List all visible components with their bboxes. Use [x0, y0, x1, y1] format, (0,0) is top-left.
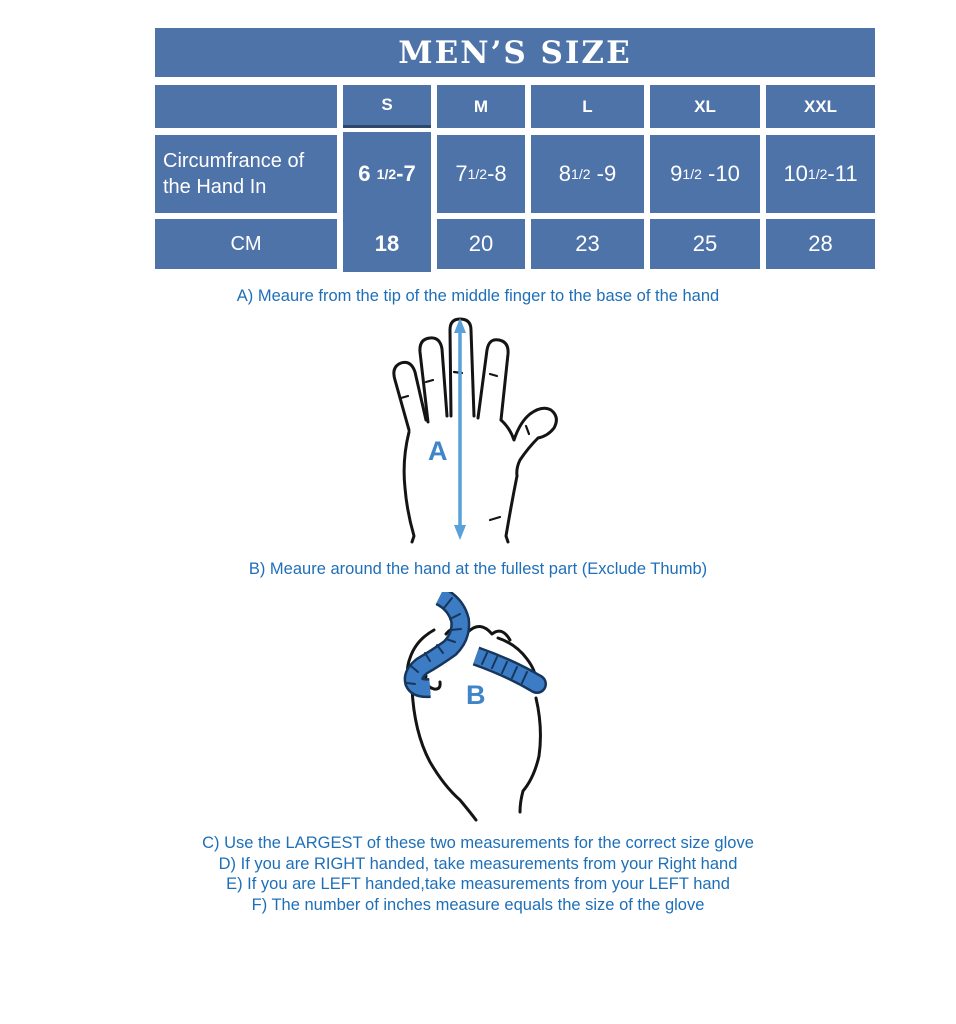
- inch-value-s: [343, 132, 431, 216]
- size-header-xl: XL: [650, 85, 760, 128]
- circumference-row: [155, 135, 875, 213]
- mens-size-table: [155, 28, 875, 269]
- cm-row: [155, 219, 875, 269]
- inch-value-s-post: -7: [396, 161, 416, 186]
- instruction-a: A) Meaure from the tip of the middle finger to the base of the hand: [236, 287, 720, 305]
- cm-value-l: 23: [531, 219, 644, 269]
- inch-value-m-pre: 7: [455, 161, 468, 186]
- inch-value-xl-frac: 1/2: [682, 166, 702, 182]
- row-label-cm: CM: [155, 219, 337, 269]
- palm-left-edge: [404, 432, 414, 542]
- wrist-crease: [490, 517, 500, 520]
- diagram-label-b: B: [466, 680, 486, 710]
- thumb: [501, 408, 556, 476]
- inch-value-l-pre: 8: [558, 161, 572, 186]
- size-header-s: S: [343, 85, 431, 128]
- inch-value-xl-post: -10: [701, 161, 740, 186]
- size-header-m: M: [437, 85, 525, 128]
- instruction-e: E) If you are LEFT handed,take measurements from your LEFT hand: [226, 875, 730, 893]
- instruction-c: C) Use the LARGEST of these two measurements for the correct size glove: [202, 834, 754, 852]
- cm-value-xxl: 28: [766, 219, 875, 269]
- tape-band-end: [530, 677, 545, 692]
- palm-right-edge: [506, 476, 517, 542]
- fist-right-lower-edge: [520, 698, 540, 812]
- hand-circumference-diagram: [390, 592, 590, 822]
- pinky-crease: [401, 396, 408, 398]
- inch-value-m-post: -8: [487, 161, 507, 186]
- cm-value-s: 18: [343, 216, 431, 272]
- inch-value-l-post: -9: [590, 161, 617, 186]
- cm-value-m: 20: [437, 219, 525, 269]
- inch-value-s-pre: 6: [358, 161, 377, 186]
- ring-crease: [426, 380, 433, 382]
- diagram-label-a: A: [428, 436, 448, 466]
- inch-value-xxl: [766, 135, 875, 213]
- inch-value-xl: [650, 135, 760, 213]
- instruction-d: D) If you are RIGHT handed, take measurements from your Right hand: [218, 854, 738, 873]
- inch-value-xxl-post: -11: [827, 161, 858, 186]
- inch-value-l: [531, 135, 644, 213]
- index-crease: [490, 374, 497, 376]
- inch-value-xxl-pre: 10: [783, 161, 808, 186]
- inch-value-xxl-frac: 1/2: [807, 166, 828, 182]
- measure-arrow-a-bottom-head: [454, 525, 466, 540]
- row-label-circumference: Circumfrance of the Hand In: [155, 135, 337, 213]
- inch-value-m-frac: 1/2: [467, 166, 488, 182]
- size-header-row: [155, 85, 875, 128]
- index-finger: [478, 340, 508, 420]
- middle-finger: [450, 319, 474, 416]
- cm-value-xl: 25: [650, 219, 760, 269]
- instruction-f: F) The number of inches measure equals the size of the glove: [251, 895, 705, 914]
- inch-value-l-frac: 1/2: [571, 166, 591, 182]
- hand-length-diagram: [370, 310, 590, 548]
- instruction-b: B) Meaure around the hand at the fullest part (Exclude Thumb): [248, 560, 708, 578]
- inch-value-xl-pre: 9: [670, 161, 683, 186]
- inch-value-s-frac: 1/2: [376, 166, 397, 182]
- size-header-l: L: [531, 85, 644, 128]
- thumb-crease: [526, 426, 529, 434]
- size-header-xxl: XXL: [766, 85, 875, 128]
- corner-empty-cell: [155, 85, 337, 128]
- table-title: MEN’S SIZE: [155, 28, 875, 77]
- inch-value-m: [437, 135, 525, 213]
